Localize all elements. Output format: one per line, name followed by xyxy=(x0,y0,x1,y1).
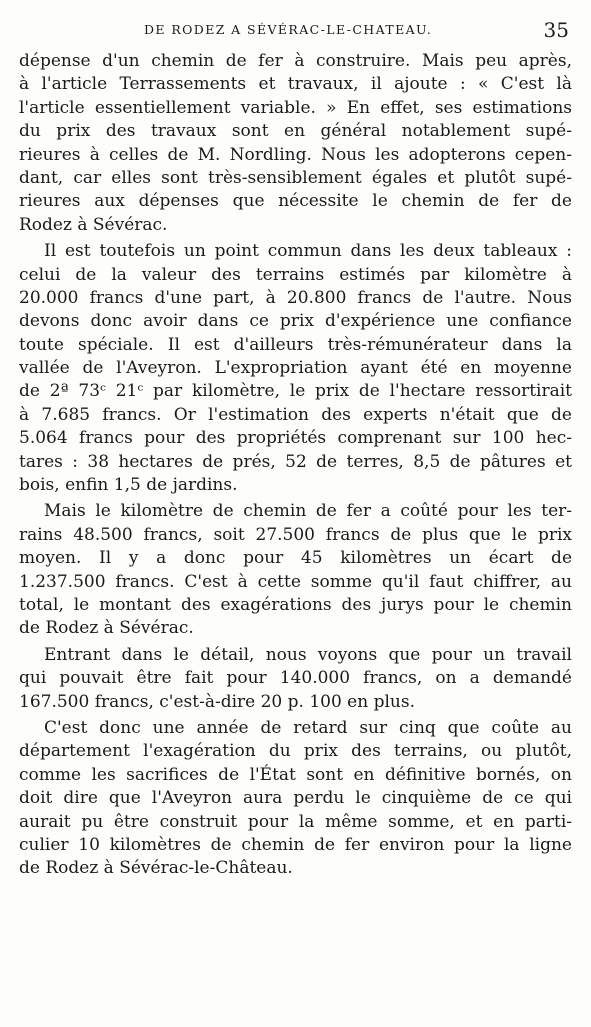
text-line: Entrant dans le détail, nous voyons que pour un travail xyxy=(44,644,572,665)
text-line: vallée de l'Aveyron. L'expropriation ayant été en moyenne xyxy=(19,358,572,379)
text-line: Mais le kilomètre de chemin de fer a coûté pour les ter- xyxy=(44,501,572,522)
text-line: comme les sacrifices de l'État sont en définitive bornés, on xyxy=(19,764,572,785)
paragraph xyxy=(19,240,572,497)
text-line: 1.237.500 francs. C'est à cette somme qu'il faut chiffrer, au xyxy=(19,571,572,592)
page-number: 35 xyxy=(543,18,569,42)
text-line: qui pouvait être fait pour 140.000 francs, on a demandé xyxy=(19,668,572,689)
text-line: aurait pu être construit pour la même somme, et en parti- xyxy=(19,811,572,832)
text-line: l'article essentiellement variable. » En effet, ses estimations xyxy=(19,97,572,118)
text-line: Il est toutefois un point commun dans les deux tableaux : xyxy=(44,241,572,262)
text-line: devons donc avoir dans ce prix d'expérience une confiance xyxy=(19,311,572,332)
text-line: C'est donc une année de retard sur cinq que coûte au xyxy=(44,717,572,738)
body-text xyxy=(19,50,572,881)
text-line: rieures aux dépenses que nécessite le chemin de fer de xyxy=(19,191,572,212)
text-line: rieures à celles de M. Nordling. Nous les adopterons cepen- xyxy=(19,144,572,165)
text-line: rains 48.500 francs, soit 27.500 francs de plus que le prix xyxy=(19,524,572,545)
text-line: de 2ª 73ᶜ 21ᶜ par kilomètre, le prix de l'hectare ressortirait xyxy=(19,381,572,402)
text-line: celui de la valeur des terrains estimés par kilomètre à xyxy=(19,264,572,285)
text-line: total, le montant des exagérations des jurys pour le chemin xyxy=(19,594,572,615)
running-title: DE RODEZ A SÉVÉRAC-LE-CHATEAU. xyxy=(144,22,433,37)
text-line: 5.064 francs pour des propriétés comprenant sur 100 hec- xyxy=(19,428,572,449)
text-line: 167.500 francs, c'est-à-dire 20 p. 100 en plus. xyxy=(19,691,415,712)
paragraph xyxy=(19,50,572,237)
text-line: à 7.685 francs. Or l'estimation des experts n'était que de xyxy=(19,404,572,425)
text-line: doit dire que l'Aveyron aura perdu le cinquième de ce qui xyxy=(19,788,572,809)
text-line: à l'article Terrassements et travaux, il ajoute : « C'est là xyxy=(19,74,572,95)
text-line: de Rodez à Sévérac. xyxy=(19,618,194,639)
paragraph xyxy=(19,644,572,714)
paragraph xyxy=(19,500,572,640)
text-line: tares : 38 hectares de prés, 52 de terres, 8,5 de pâtures et xyxy=(19,451,572,472)
text-line: culier 10 kilomètres de chemin de fer environ pour la ligne xyxy=(19,834,572,855)
text-line: toute spéciale. Il est d'ailleurs très-rémunérateur dans la xyxy=(19,334,572,355)
text-line: dant, car elles sont très-sensiblement égales et plutôt supé- xyxy=(19,167,572,188)
text-line: bois, enfin 1,5 de jardins. xyxy=(19,475,238,496)
text-line: Rodez à Sévérac. xyxy=(19,214,168,235)
paragraph xyxy=(19,717,572,881)
text-line: dépense d'un chemin de fer à construire. Mais peu après, xyxy=(19,51,572,71)
text-line: moyen. Il y a donc pour 45 kilomètres un écart de xyxy=(19,548,572,569)
text-line: de Rodez à Sévérac-le-Château. xyxy=(19,858,293,879)
text-line: département l'exagération du prix des terrains, ou plutôt, xyxy=(19,741,572,762)
text-line: 20.000 francs d'une part, à 20.800 francs de l'autre. Nous xyxy=(19,287,572,308)
text-line: du prix des travaux sont en général notablement supé- xyxy=(19,121,572,142)
page-header xyxy=(0,18,591,42)
